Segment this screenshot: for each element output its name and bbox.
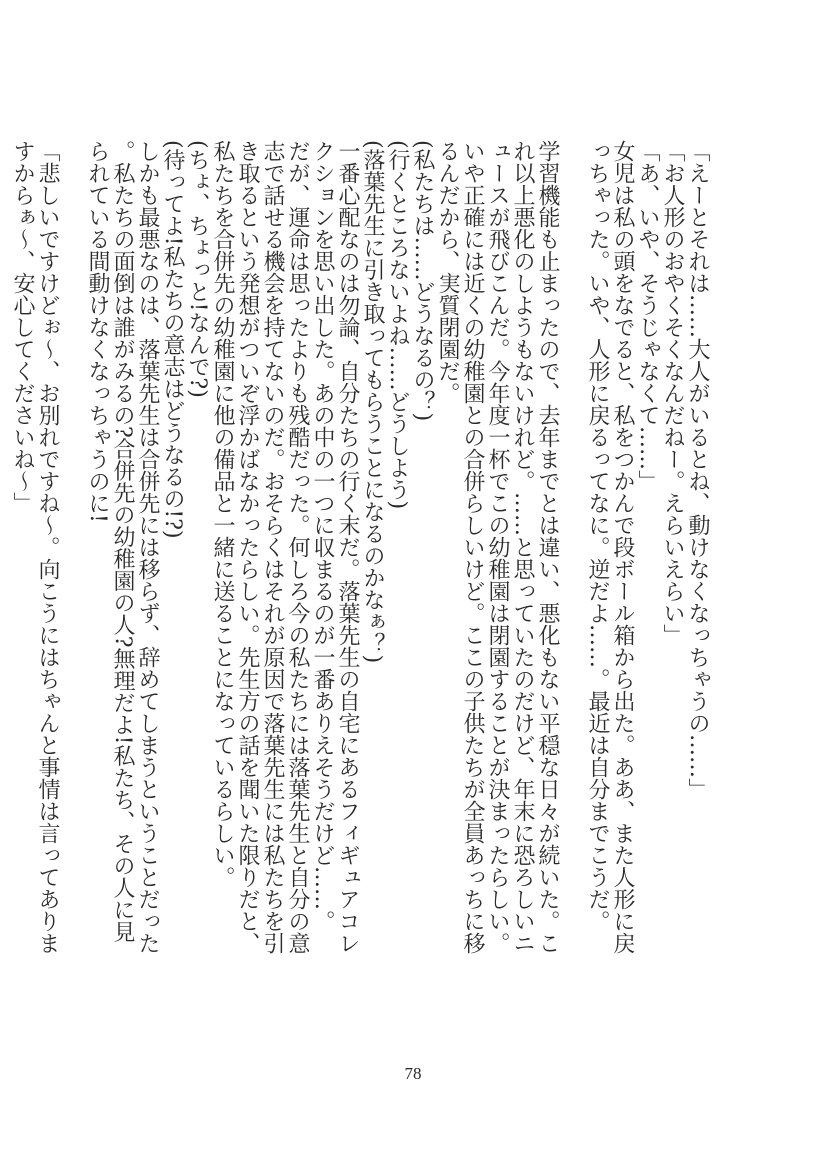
paragraph: 学習機能も止まったので、去年までとは違い、悪化もない平穏な日々が続いた。これ以上悪化のしようもないけれど。……と思っていたのだけど、年末に恐ろしいニュースが飛びこんだ。今年度一杯でこの幼稚園は閉園することが決まったらしい。いや正確には近くの幼稚園との合併らしいけど。ここの子供たちが全員あっちに移るんだから、実質閉園だ。 bbox=[435, 140, 560, 954]
paragraph: 「悲しいですけどぉ～、お別れですね～。向こうにはちゃんと事情は言ってありますからぁ～、安心してくださいね～」 bbox=[10, 140, 60, 954]
paragraph: 一番心配なのは勿論、自分たちの行く末だ。落葉先生の自宅にあるフィギュアコレクションを思い出した。あの中の一つに収まるのが一番ありえそうだけど……。 bbox=[310, 140, 360, 954]
paragraph: 女児は私の頭をなでると、私をつかんで段ボール箱から出た。ああ、また人形に戻っちゃった。いや、人形に戻るってなに。逆だよ……。最近は自分までこうだ。 bbox=[585, 140, 635, 954]
paragraph: (行くところないよね……どうしよう) bbox=[385, 140, 410, 510]
paragraph: (待ってよ!私たちの意志はどうなるの!?) bbox=[160, 140, 185, 539]
paragraph: 「えーとそれは……大人がいるとね、動けなくなっちゃうの……」 bbox=[685, 140, 710, 800]
paragraph: しかも最悪なのは、落葉先生は合併先には移らず、辞めてしまうということだった。私たちの面倒は誰がみるの?合併先の幼稚園の人?無理だよ!私たち、その人に見られている間動けなくなっちゃうのに! bbox=[85, 140, 160, 954]
blank-line bbox=[560, 140, 585, 955]
paragraph: (私たちは……どうなるの？) bbox=[410, 140, 435, 422]
paragraph: 「あ、いや、そうじゃなくて……」 bbox=[635, 140, 660, 492]
paragraph: (落葉先生に引き取ってもらうことになるのかなぁ？) bbox=[360, 140, 385, 664]
paragraph: だが、運命は思ったよりも残酷だった。何しろ今の私たちには落葉先生と自分の意志で話せる機会を持てないのだ。おそらくはそれが原因で落葉先生には私たちを引き取るという発想がついぞ浮かばなかったらしい。先生方の話を聞いた限りだと、私たちを合併先の幼稚園に他の備品と一緒に送ることになっているらしい。 bbox=[210, 140, 310, 954]
vertical-text-body bbox=[10, 140, 710, 955]
paragraph: 「お人形のおやくそくなんだねー。えらいえらい」 bbox=[660, 140, 685, 646]
page-number: 78 bbox=[404, 1064, 422, 1083]
paragraph: (ちょ、ちょっと!なんで?) bbox=[185, 140, 210, 398]
blank-line bbox=[60, 140, 85, 955]
